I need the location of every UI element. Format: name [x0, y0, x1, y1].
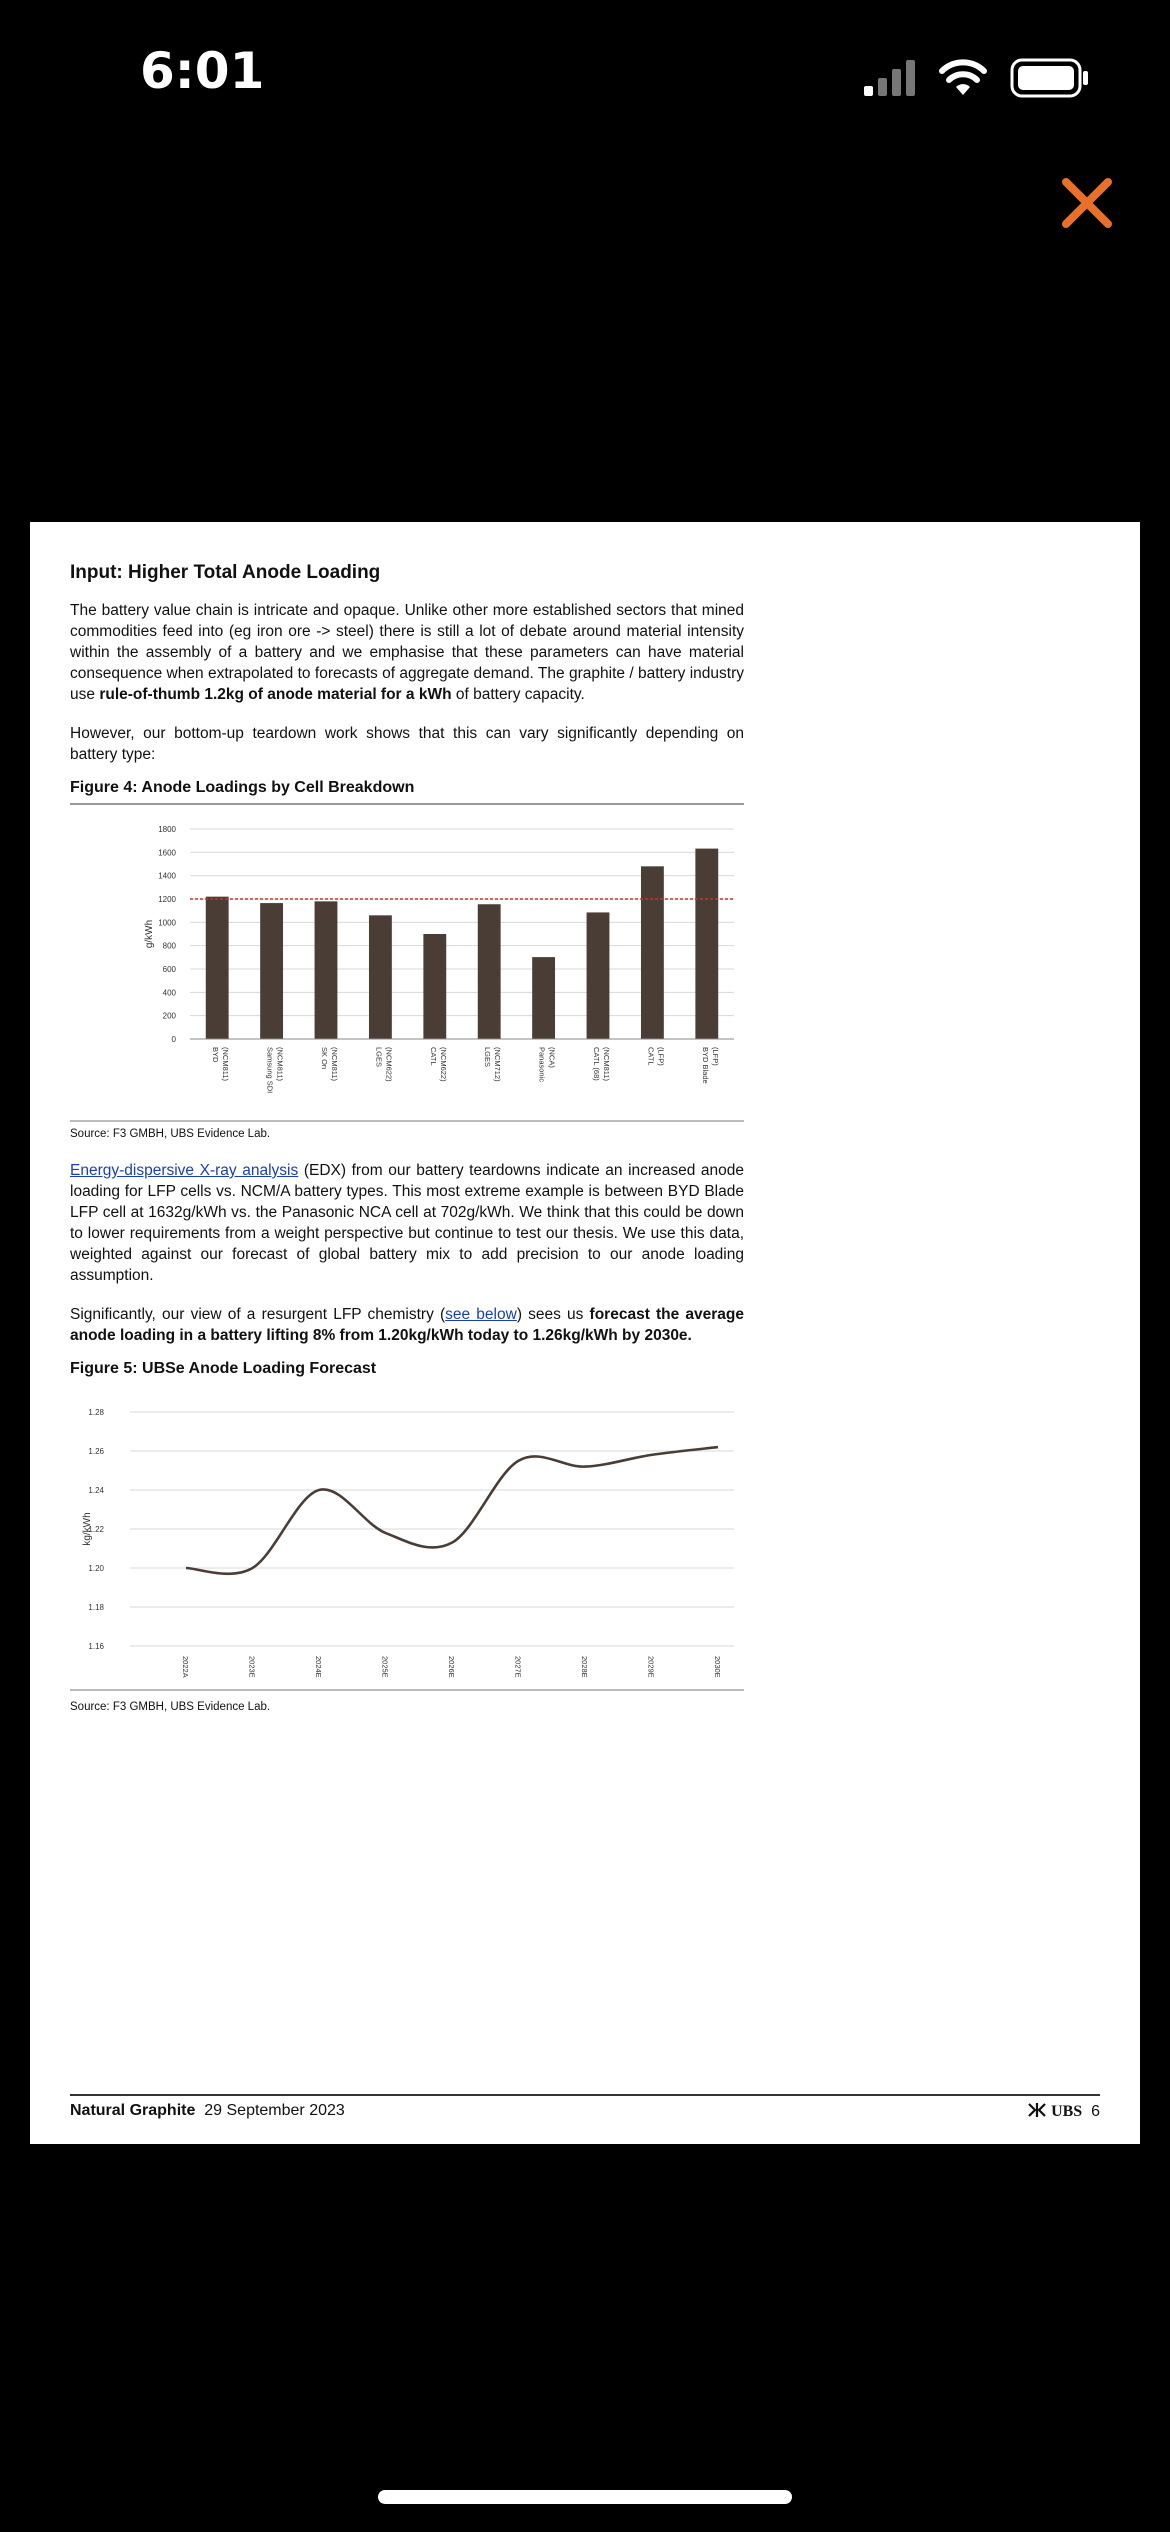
- x-tick-label: 2024E: [314, 1656, 323, 1678]
- x-tick-label: CATL: [428, 1047, 438, 1066]
- x-tick-label: 2030E: [713, 1656, 722, 1678]
- x-tick-label: (NCM811): [602, 1047, 611, 1082]
- see-below-link[interactable]: see below: [445, 1306, 517, 1323]
- wifi-icon: [938, 59, 988, 97]
- y-tick-label: 1800: [158, 825, 176, 834]
- close-icon: [1052, 168, 1122, 238]
- x-tick-label: (NCM712): [493, 1047, 503, 1082]
- bar: [206, 897, 229, 1039]
- y-tick-label: 1.16: [88, 1642, 104, 1651]
- x-tick-label: (NCM811): [221, 1047, 231, 1082]
- document-page[interactable]: [30, 522, 1140, 2144]
- y-tick-label: 1400: [158, 871, 176, 881]
- y-tick-label: 1.28: [88, 1408, 104, 1417]
- home-indicator[interactable]: [378, 2490, 792, 2504]
- status-icons: [864, 58, 1090, 98]
- series-line: [186, 1447, 718, 1574]
- x-tick-label: 2028E: [580, 1656, 589, 1678]
- y-tick-label: 1600: [158, 848, 176, 858]
- y-tick-label: 1.22: [88, 1525, 104, 1534]
- y-tick-label: 1000: [158, 918, 176, 928]
- paragraph-4-text: Significantly, our view of a resurgent LFP chemistry (: [70, 1306, 446, 1323]
- line-chart: [70, 1384, 744, 1684]
- x-tick-label: BYD Blade: [700, 1047, 710, 1084]
- bar: [260, 903, 283, 1039]
- y-tick-label: 1.24: [88, 1486, 104, 1495]
- figure-4-title: Figure 4: Anode Loadings by Cell Breakdown: [70, 779, 744, 805]
- x-tick-label: (NCM811): [330, 1047, 339, 1082]
- footer-title: Natural Graphite: [70, 2102, 196, 2119]
- ubs-keys-icon: [1027, 2102, 1047, 2118]
- x-tick-label: (LFP): [656, 1047, 666, 1066]
- y-tick-label: 600: [162, 965, 176, 974]
- paragraph-1-text: The battery value chain is intricate and opaque. Unlike other more established sectors that mined commodities feed into (eg iron ore -> steel) there is still a lot of debate around material intensity within the assembly of a battery and we emphasise that these parameters can have material consequence when extrapolated to forecasts of aggregate demand. The graphite / battery industry use: [70, 602, 744, 703]
- x-tick-label: (LFP): [710, 1047, 720, 1066]
- paragraph-4-mid: ) sees us: [516, 1306, 590, 1323]
- paragraph-4-bold: forecast the average anode loading in a battery lifting 8% from 1.20kg/kWh today to 1.26kg/kWh by 2030e.: [70, 1306, 745, 1344]
- bar: [369, 915, 392, 1039]
- y-tick-label: 1200: [158, 895, 176, 904]
- x-tick-label: SK On: [320, 1047, 329, 1070]
- page-number: 6: [1091, 2103, 1100, 2120]
- bar: [423, 934, 446, 1039]
- x-tick-label: (NCM622): [384, 1047, 394, 1082]
- y-tick-label: 200: [162, 1011, 176, 1021]
- bar-chart: [70, 805, 744, 1115]
- x-tick-label: (NCA): [547, 1047, 557, 1068]
- y-tick-label: 1.18: [88, 1603, 104, 1612]
- x-tick-label: 2027E: [513, 1656, 523, 1678]
- footer-right: [1027, 2102, 1100, 2121]
- battery-icon: [1010, 58, 1090, 98]
- footer-brand: UBS: [1051, 2103, 1083, 2120]
- paragraph-1-end: of battery capacity.: [451, 686, 585, 703]
- bar: [695, 849, 718, 1039]
- footer-left: [70, 2102, 345, 2121]
- x-tick-label: (NCM811): [275, 1047, 285, 1082]
- x-tick-label: LGES: [483, 1047, 493, 1068]
- y-tick-label: 400: [162, 988, 176, 998]
- y-tick-label: 800: [162, 941, 176, 951]
- document-content: [70, 562, 744, 1713]
- x-tick-label: (NCM622): [438, 1047, 448, 1082]
- x-tick-label: 2022A: [181, 1656, 190, 1678]
- section-heading: Input: Higher Total Anode Loading: [70, 562, 381, 583]
- footer-date: 29 September 2023: [204, 2102, 345, 2119]
- x-tick-label: 2023E: [247, 1656, 257, 1678]
- figure-5: [70, 1384, 744, 1691]
- y-axis-label: kg/kWh: [82, 1512, 93, 1546]
- bar: [315, 901, 338, 1039]
- paragraph-4: [70, 1304, 744, 1346]
- x-tick-label: 2026E: [447, 1656, 456, 1678]
- bar: [641, 866, 664, 1039]
- bar: [532, 957, 555, 1039]
- y-tick-label: 1.26: [88, 1447, 104, 1456]
- x-tick-label: BYD: [211, 1047, 221, 1063]
- figure-5-source: Source: F3 GMBH, UBS Evidence Lab.: [70, 1701, 271, 1713]
- y-tick-label: 1.20: [88, 1564, 104, 1573]
- paragraph-1-bold: rule-of-thumb 1.2kg of anode material for a kWh: [99, 686, 452, 703]
- paragraph-3-text: (EDX) from our battery teardowns indicate an increased anode loading for LFP cells vs. NCM/A battery types. This most extreme example is between BYD Blade LFP cell at 1632g/kWh vs. the Panasonic NCA cell at 702g/kWh. We think that this could be down to lower requirements from a weight perspective but continue to test our thesis. We use this data, weighted against our forecast of global battery mix to add precision to our anode loading assumption.: [70, 1162, 744, 1284]
- x-tick-label: Samsung SDI: [265, 1047, 275, 1094]
- status-time: 6:01: [140, 42, 265, 100]
- cellular-signal-icon: [864, 60, 916, 96]
- x-tick-label: 2029E: [646, 1656, 656, 1678]
- paragraph-3: [70, 1160, 744, 1286]
- x-tick-label: CATL (68): [592, 1047, 601, 1081]
- paragraph-1: [70, 600, 744, 705]
- edx-analysis-link[interactable]: Energy-dispersive X-ray analysis: [70, 1162, 299, 1179]
- paragraph-2: However, our bottom-up teardown work shows that this can vary significantly depending on battery type:: [70, 725, 744, 763]
- x-tick-label: LGES: [374, 1047, 384, 1068]
- y-tick-label: 0: [171, 1035, 176, 1044]
- close-button[interactable]: [1052, 168, 1122, 238]
- figure-4-source: Source: F3 GMBH, UBS Evidence Lab.: [70, 1128, 271, 1140]
- y-axis-label: g/kWh: [144, 919, 155, 949]
- figure-5-title: Figure 5: UBSe Anode Loading Forecast: [70, 1360, 377, 1377]
- x-tick-label: Panasonic: [537, 1047, 547, 1083]
- bar: [587, 912, 610, 1039]
- bar: [478, 904, 501, 1039]
- figure-4: [70, 805, 744, 1122]
- x-tick-label: 2025E: [380, 1656, 390, 1678]
- x-tick-label: CATL: [646, 1047, 656, 1066]
- page-footer: [70, 2094, 1100, 2121]
